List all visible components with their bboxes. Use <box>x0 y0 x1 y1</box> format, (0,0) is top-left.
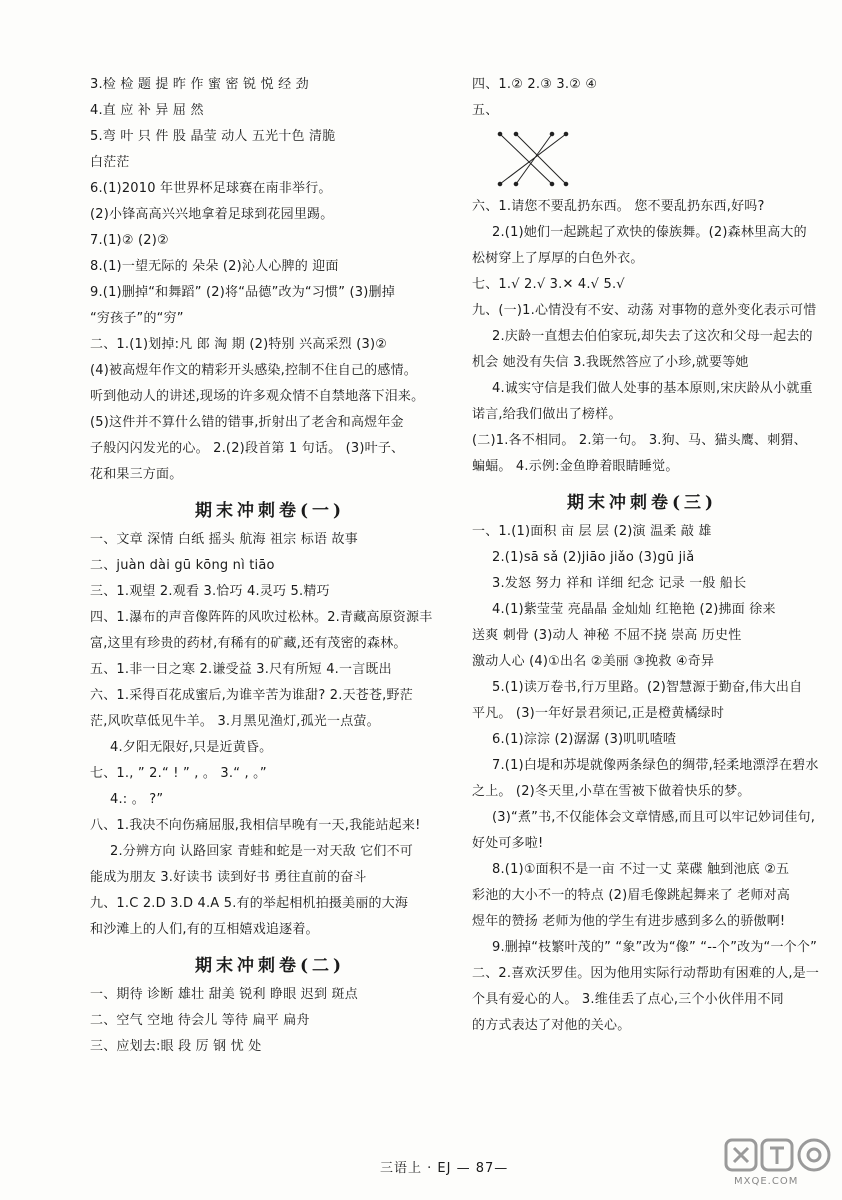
answer-line: 4.: 。 ?” <box>110 792 164 807</box>
answer-line: 煜年的赞扬 老师为他的学生有进步感到多么的骄傲啊! <box>472 914 786 929</box>
answer-line: 机会 她没有失信 3.我既然答应了小珍,就要等她 <box>472 355 749 370</box>
answer-line: 三、应划去:眼 段 厉 钢 忧 处 <box>90 1039 262 1054</box>
answer-line: 之上。 (2)冬天里,小草在雪被下做着快乐的梦。 <box>472 784 751 799</box>
answer-line: 2.庆龄一直想去伯伯家玩,却失去了这次和父母一起去的 <box>492 329 813 344</box>
right-answers-part-c <box>472 519 820 1039</box>
page-footer: 三语上 · EJ — 87— <box>380 1161 509 1176</box>
answer-line: 九、(一)1.心情没有不安、动荡 对事物的意外变化表示可惜 <box>472 303 817 318</box>
answer-line: 个具有爱心的人。 3.维佳丢了点心,三个小伙伴用不同 <box>472 992 784 1007</box>
answer-line: 4.夕阳无限好,只是近黄昏。 <box>110 740 273 755</box>
answer-line: 一、期待 诊断 雄壮 甜美 锐利 睁眼 迟到 斑点 <box>90 987 358 1002</box>
answer-line: 四、1.② 2.③ 3.② ④ <box>472 77 598 92</box>
answer-line: 2.(1)sā sǎ (2)jiāo jiǎo (3)gū jiǎ <box>492 550 695 565</box>
answer-line: (5)这件并不算什么错的错事,折射出了老舍和高煜年金 <box>90 415 404 430</box>
answer-line: 白茫茫 <box>90 155 130 170</box>
section-heading-exam-1: 期末冲刺卷(一) <box>194 501 346 521</box>
answer-line: 3.检 检 题 提 昨 作 蜜 密 锐 悦 经 劲 <box>90 77 309 92</box>
answer-line: 一、文章 深情 白纸 摇头 航海 祖宗 标语 故事 <box>90 532 358 547</box>
answer-line: 九、1.C 2.D 3.D 4.A 5.有的举起相机拍摄美丽的大海 <box>90 896 409 911</box>
answer-line: (3)“煮”书,不仅能体会文章情感,而且可以牢记妙词佳句, <box>492 810 816 825</box>
answer-line: 诺言,给我们做出了榜样。 <box>472 407 622 422</box>
matching-diagram <box>472 124 812 194</box>
answer-line: 好处可多啦! <box>472 836 544 851</box>
answer-line: 4.诚实守信是我们做人处事的基本原则,宋庆龄从小就重 <box>492 381 813 396</box>
answer-line: 松树穿上了厚厚的白色外衣。 <box>472 251 644 266</box>
answer-line: 二、1.(1)划掉:凡 郎 淘 期 (2)特别 兴高采烈 (3)② <box>90 337 388 352</box>
answer-line: 5.(1)读万卷书,行万里路。(2)智慧源于勤奋,伟大出自 <box>492 680 803 695</box>
answer-line: 4.直 应 补 异 屈 然 <box>90 103 204 118</box>
answer-line: 四、1.瀑布的声音像阵阵的风吹过松林。2.青藏高原资源丰 <box>90 610 433 625</box>
right-column <box>472 72 820 1039</box>
section-heading-exam-3: 期末冲刺卷(三) <box>566 493 718 513</box>
answer-line: 六、1.请您不要乱扔东西。 您不要乱扔东西,好吗? <box>472 199 765 214</box>
answer-line: 蝙蝠。 4.示例:金鱼睁着眼睛睡觉。 <box>472 459 679 474</box>
answer-line: 2.(1)她们一起跳起了欢快的傣族舞。(2)森林里高大的 <box>492 225 807 240</box>
watermark-logo <box>722 1134 834 1192</box>
answer-line: 二、2.喜欢沃罗佳。因为他用实际行动帮助有困难的人,是一 <box>472 966 820 981</box>
answer-line: 二、juàn dài gū kōng nì tiāo <box>90 558 275 573</box>
answer-line: 听到他动人的讲述,现场的许多观众情不自禁地落下泪来。 <box>90 389 425 404</box>
answer-line: 彩池的大小不一的特点 (2)眉毛像跳起舞来了 老师对高 <box>472 888 791 903</box>
answer-line: 8.(1)一望无际的 朵朵 (2)沁人心脾的 迎面 <box>90 259 339 274</box>
answer-line: 七、1.√ 2.√ 3.✕ 4.√ 5.√ <box>472 277 625 292</box>
watermark-url: MXQE.COM <box>734 1176 799 1187</box>
answer-line: 五、1.非一日之寒 2.谦受益 3.尺有所短 4.一言既出 <box>90 662 392 677</box>
answer-line: 花和果三方面。 <box>90 467 183 482</box>
right-answers-part-a <box>472 72 812 124</box>
answer-line: 茫,风吹草低见牛羊。 3.月黑见渔灯,孤光一点萤。 <box>90 714 380 729</box>
answer-line: (2)小锋高高兴兴地拿着足球到花园里踢。 <box>90 207 334 222</box>
answer-line: 8.(1)①面积不是一亩 不过一丈 菜碟 触到池底 ②五 <box>492 862 790 877</box>
answer-line: 激动人心 (4)①出名 ②美丽 ③挽救 ④奇异 <box>472 654 715 669</box>
answer-line: 富,这里有珍贵的药材,有稀有的矿藏,还有茂密的森林。 <box>90 636 407 651</box>
answer-line: 6.(1)淙淙 (2)潺潺 (3)叽叽喳喳 <box>492 732 677 747</box>
answer-line: 7.(1)② (2)② <box>90 233 169 248</box>
answer-line: 9.删掉“枝繁叶茂的” “象”改为“像” “--个”改为“一个个” <box>492 940 817 955</box>
right-answers-part-b <box>472 194 817 480</box>
answer-line: “穷孩子”的“穷” <box>90 311 184 326</box>
answer-line: 五、 <box>472 103 499 118</box>
answer-line: 9.(1)删掉“和舞蹈” (2)将“品德”改为“习惯” (3)删掉 <box>90 285 395 300</box>
answer-line: 能成为朋友 3.好读书 读到好书 勇往直前的奋斗 <box>90 870 367 885</box>
left-column <box>90 72 450 1060</box>
answer-line: 3.发怒 努力 祥和 详细 纪念 记录 一般 船长 <box>492 576 747 591</box>
watermark-logo-icon <box>722 1134 834 1176</box>
answer-line: (4)被高煜年作文的精彩开头感染,控制不住自己的感情。 <box>90 363 417 378</box>
answer-line: 三、1.观望 2.观看 3.恰巧 4.灵巧 5.精巧 <box>90 584 330 599</box>
answer-line: 5.弯 叶 只 件 股 晶莹 动人 五光十色 清脆 <box>90 129 336 144</box>
answer-line: 的方式表达了对他的关心。 <box>472 1018 631 1033</box>
answer-line: 送爽 刺骨 (3)动人 神秘 不屈不挠 崇高 历史性 <box>472 628 742 643</box>
answer-line: 4.(1)紫莹莹 亮晶晶 金灿灿 红艳艳 (2)拂面 徐来 <box>492 602 776 617</box>
answer-line: (二)1.各不相同。 2.第一句。 3.狗、马、猫头鹰、刺猬、 <box>472 433 807 448</box>
answer-line: 子般闪闪发光的心。 2.(2)段首第 1 句话。 (3)叶子、 <box>90 441 405 456</box>
answer-line: 一、1.(1)面积 亩 层 层 (2)演 温柔 敲 雄 <box>472 524 712 539</box>
answer-line: 二、空气 空地 待会儿 等待 扁平 扁舟 <box>90 1013 310 1028</box>
left-answers-part-a <box>90 72 450 488</box>
section-heading-exam-2: 期末冲刺卷(二) <box>194 956 346 976</box>
answer-line: 六、1.采得百花成蜜后,为谁辛苦为谁甜? 2.天苍苍,野茫 <box>90 688 413 703</box>
answer-line: 七、1., ” 2.“ ! ” , 。 3.“ , 。” <box>90 766 267 781</box>
left-answers-part-b <box>90 527 450 943</box>
answer-line: 6.(1)2010 年世界杯足球赛在南非举行。 <box>90 181 332 196</box>
answer-line: 八、1.我决不向伤痛屈服,我相信早晚有一天,我能站起来! <box>90 818 421 833</box>
answer-line: 平凡。 (3)一年好景君须记,正是橙黄橘绿时 <box>472 706 725 721</box>
answer-line: 和沙滩上的人们,有的互相嬉戏追逐着。 <box>90 922 319 937</box>
left-answers-part-c <box>90 982 450 1060</box>
answer-line: 7.(1)白堤和苏堤就像两条绿色的绸带,轻柔地漂浮在碧水 <box>492 758 819 773</box>
answer-line: 2.分辨方向 认路回家 青蛙和蛇是一对天敌 它们不可 <box>110 844 414 859</box>
